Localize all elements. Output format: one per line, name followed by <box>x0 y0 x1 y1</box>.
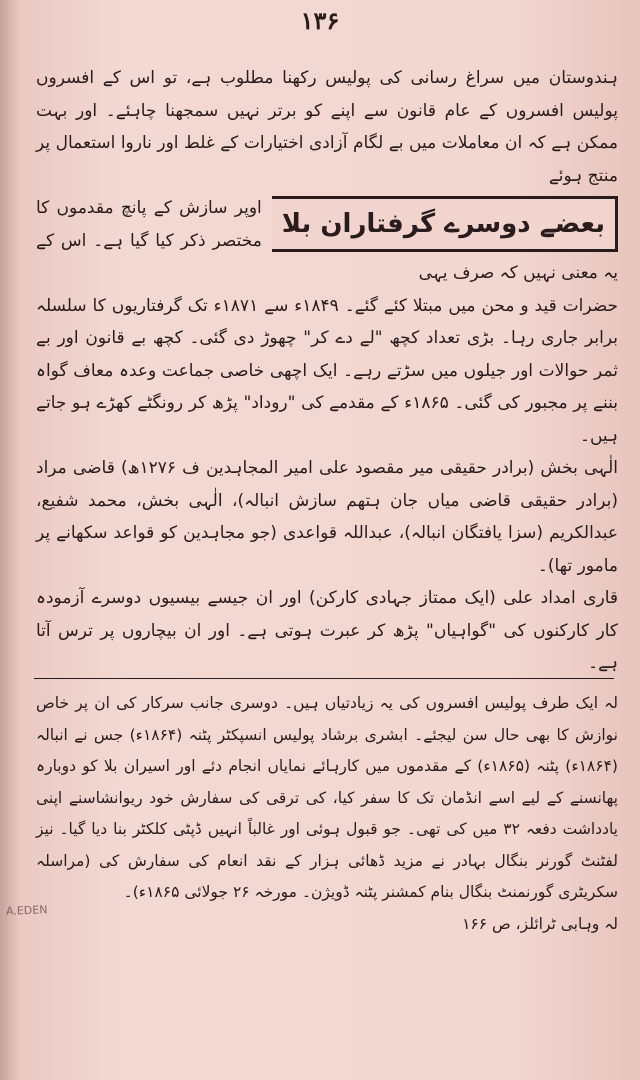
paragraph: ہندوستان میں سراغ رسانی کی پولیس رکھنا مطلوب ہے، تو اس کے افسروں پولیس افسروں کے عام قانون سے اپنے کو برتر نہیں سمجھنا چاہئے۔ اور بہت ممکن ہے کہ ان معاملات میں بے لگام آزادی اختیارات کے غلط اور ناروا استعمال پر منتج ہوئے <box>36 68 618 186</box>
footnote: لہ ایک طرف پولیس افسروں کی یہ زیادتیاں ہیں۔ دوسری جانب سرکار کی ان پر خاص نوازش کا بھی حال سن لیجئے۔ ابشری برشاد پولیس انسپکٹر پٹنہ (۱۸۶۴ء) جس نے انبالہ (۱۸۶۴ء) پٹنہ (۱۸۶۵ء) کے مقدموں میں کارہائے نمایاں انجام دئے اور اسیران بلا کو دوبارہ پھانسنے کے لیے اسے انڈمان تک کا سفر کیا، کی ترقی کی سفارش خود ریوانشاسنے اپنی یادداشت دفعہ ۳۲ میں کی تھی۔ جو قبول ہوئی اور غالباً انہیں ڈپٹی کلکٹر بنا دیا گیا۔ نیز لفٹنٹ گورنر بنگال بہادر نے مزید ڈھائی ہزار کے نقد انعام کی سفارش کی (مراسلہ سکریٹری گورنمنٹ بنگال بنام کمشنر پٹنہ ڈویژن۔ مورخہ ۲۶ جولائی ۱۸۶۵ء)۔ <box>36 694 618 901</box>
main-text <box>36 62 618 680</box>
heading-side-text: اوپر سازش کے پانچ مقدموں کا مختصر ذکر کیا گیا ہے۔ اس کے یہ معنی نہیں کہ صرف یہی <box>36 198 618 283</box>
paragraph: حضرات قید و محن میں مبتلا کئے گئے۔ ۱۸۴۹ء سے ۱۸۷۱ء تک گرفتاریوں کا سلسلہ برابر جاری رہا۔ بڑی تعداد کچھ "لے دے کر" چھوڑ دی گئی۔ کچھ بے قانون اور بے ثمر حوالات اور جیلوں میں سڑتے رہے۔ ایک اچھی خاصی جماعت وعدہ معاف گواہ بننے پر مجبور کی گئی۔ ۱۸۶۵ء کے مقدمے کی "روداد" پڑھ کر رونگٹے کھڑے ہو جاتے ہیں۔ <box>36 295 618 446</box>
footnote-divider <box>34 678 614 679</box>
page-gutter <box>0 0 18 1080</box>
paragraph: الٰہی بخش (برادر حقیقی میر مقصود علی امیر المجاہدین ف ۱۲۷۶ھ) قاضی مراد (برادر حقیقی قاضی میاں جان ہتھم سازش انبالہ)، الٰہی بخش، محمد شفیع، عبدالکریم (سزا یافتگان انبالہ)، عبداللہ قواعدی (جو مجاہدین کو قواعد سکھانے پر مامور تھا)۔ <box>36 458 618 576</box>
section-heading: بعضے دوسرے گرفتاران بلا <box>272 196 618 252</box>
footnote: لہ وہابی ٹرائلز، ص ۱۶۶ <box>462 914 618 933</box>
footnotes <box>36 688 618 940</box>
paragraph: قاری امداد علی (ایک ممتاز جہادی کارکن) اور ان جیسے بیسیوں دوسرے آزمودہ کار کارکنوں کی "گواہیاں" پڑھ کر عبرت ہوتی ہے۔ اور ان بیچاروں پر ترس آتا ہے۔ <box>36 588 618 673</box>
margin-stamp: A.EDEN <box>5 903 48 918</box>
page-number: ۱۳۶ <box>300 6 340 35</box>
